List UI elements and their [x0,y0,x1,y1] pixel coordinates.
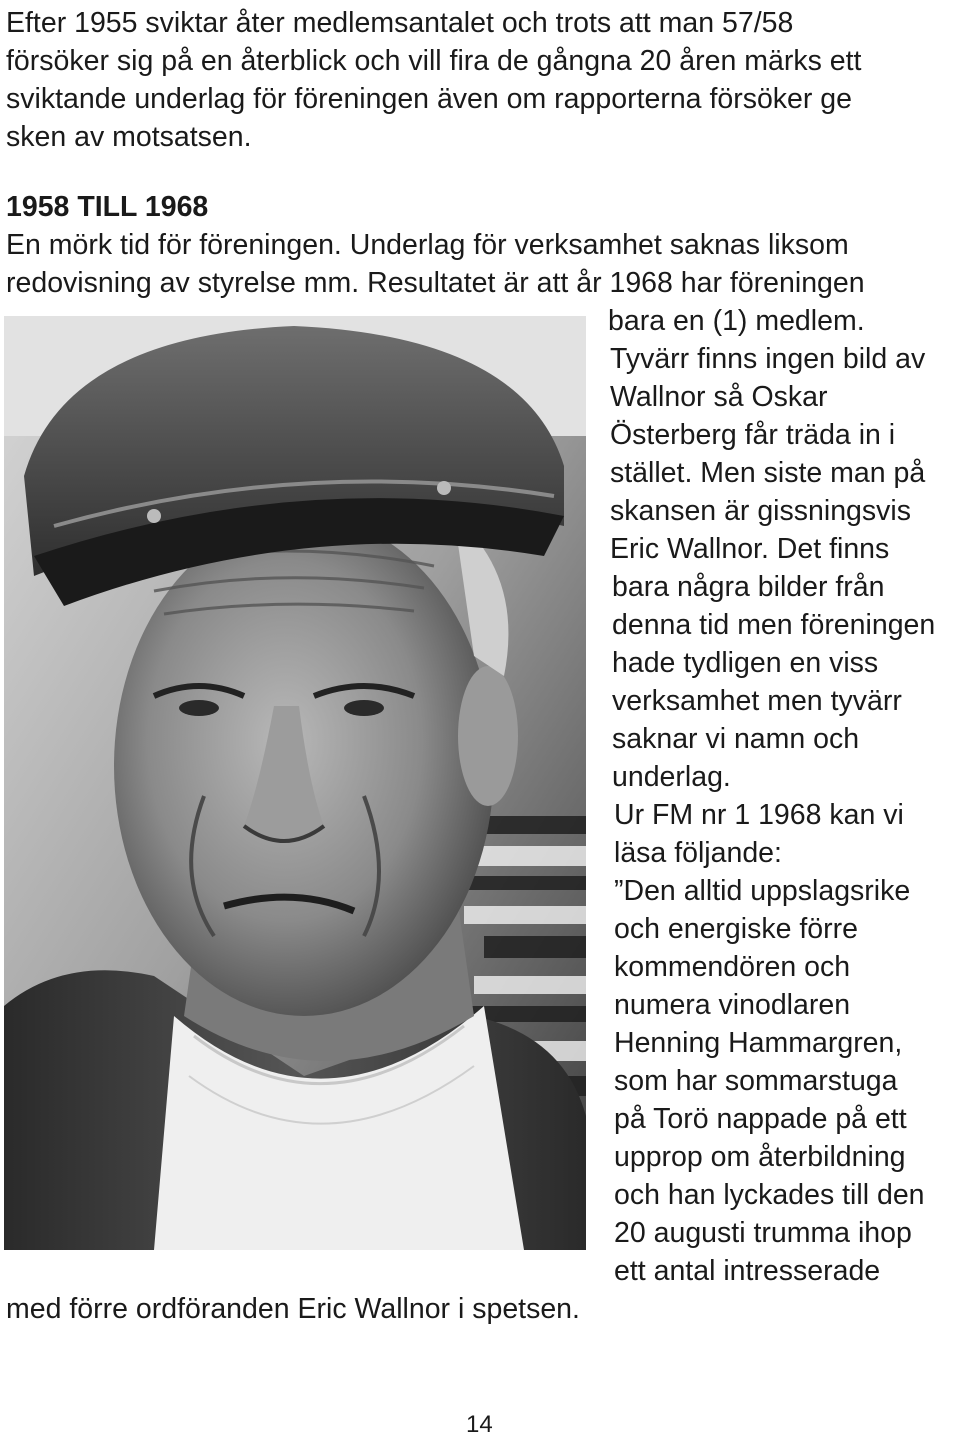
column-line: skansen är gissningsvis [610,495,911,527]
column-line: ”Den alltid uppslagsrike [614,875,911,907]
page-number: 14 [466,1411,493,1438]
column-line: på Torö nappade på ett [614,1103,907,1135]
section-heading: 1958 TILL 1968 [6,191,209,223]
column-line: läsa följande: [614,837,782,869]
column-line: Wallnor så Oskar [610,381,828,413]
column-line: numera vinodlaren [614,989,851,1021]
intro-line: sviktande underlag för föreningen även om rapporterna försöker ge [6,83,853,115]
column-line: som har sommarstuga [614,1065,898,1097]
column-line: saknar vi namn och [612,723,860,755]
column-line: verksamhet men tyvärr [612,685,902,717]
column-line: Österberg får träda in i [610,419,896,451]
column-line: upprop om återbildning [614,1141,906,1173]
intro-line: Efter 1955 sviktar åter medlemsantalet och trots att man 57/58 [6,7,794,39]
column-line: stället. Men siste man på [610,457,926,489]
column-line: och energiske förre [614,913,858,945]
column-line: Henning Hammargren, [614,1027,903,1059]
column-line: Eric Wallnor. Det finns [610,533,890,565]
portrait-photo [4,316,586,1250]
intro-line: sken av motsatsen. [6,121,252,153]
column-line: underlag. [612,761,731,793]
column-line: ett antal intresserade [614,1255,881,1287]
column-line: bara några bilder från [612,571,885,603]
section-line: redovisning av styrelse mm. Resultatet är att år 1968 har föreningen [6,267,865,299]
column-line: hade tydligen en viss [612,647,879,679]
intro-line: försöker sig på en återblick och vill fira de gångna 20 åren märks ett [6,45,862,77]
section-line: En mörk tid för föreningen. Underlag för verksamhet saknas liksom [6,229,849,261]
column-line: och han lyckades till den [614,1179,925,1211]
column-line: denna tid men föreningen [612,609,936,641]
column-line: Tyvärr finns ingen bild av [610,343,926,375]
column-line: 20 augusti trumma ihop [614,1217,912,1249]
column-line: bara en (1) medlem. [608,305,865,337]
column-line: kommendören och [614,951,851,983]
closing-line: med förre ordföranden Eric Wallnor i spetsen. [6,1293,580,1325]
column-line: Ur FM nr 1 1968 kan vi [614,799,904,831]
